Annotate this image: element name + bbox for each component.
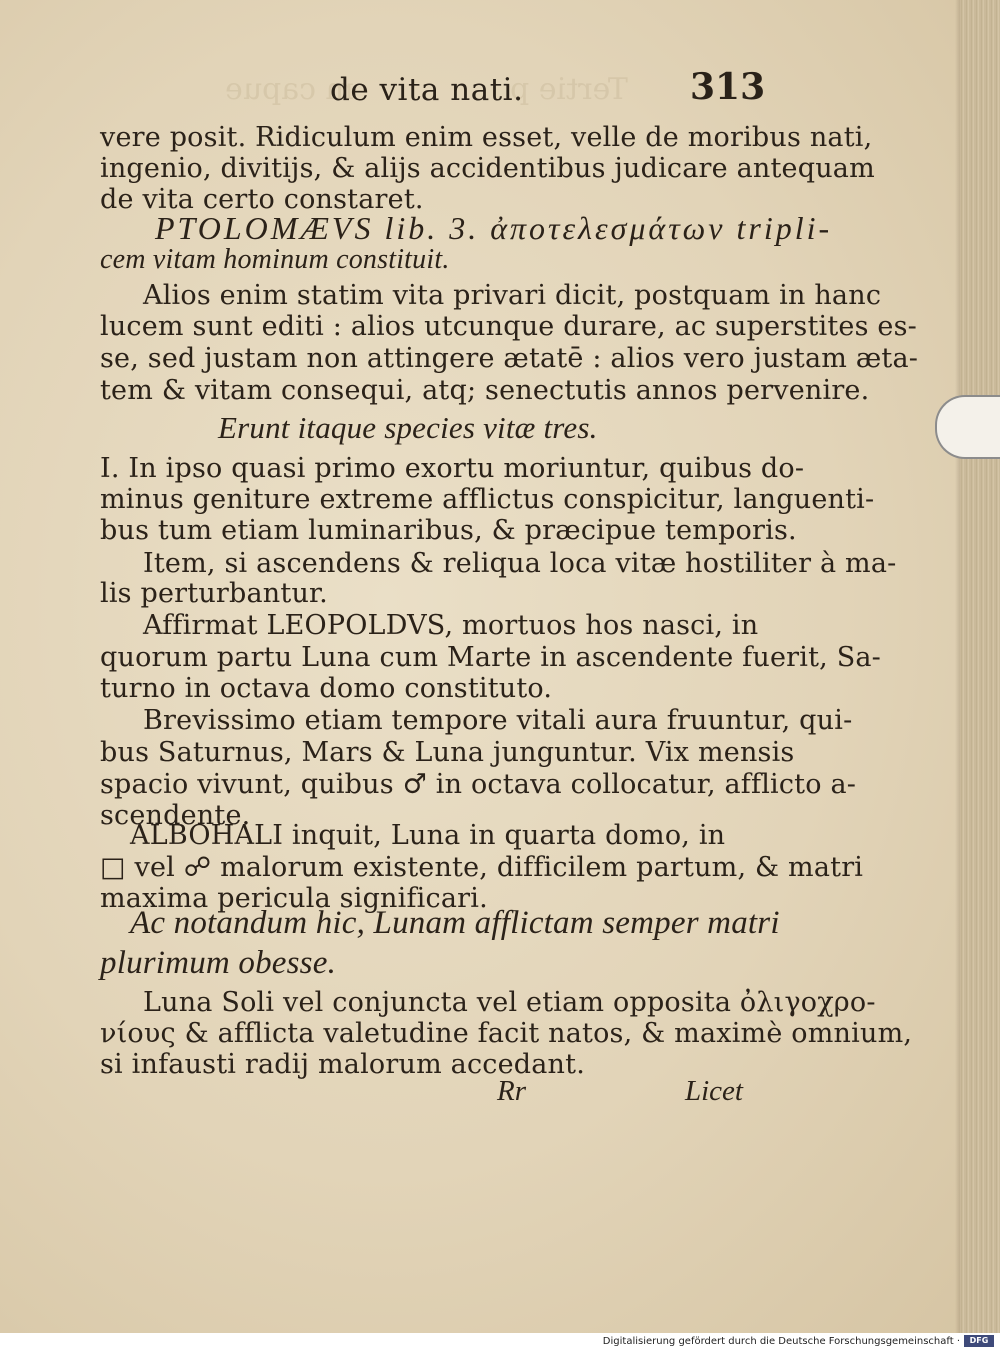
page-stack-edge: [960, 0, 1000, 1333]
bleed-through-text: m capue: [225, 72, 354, 107]
text-line: bus tum etiam luminaribus, & præcipue temporis.: [100, 515, 797, 546]
text-line: Affirmat LEOPOLDVS, mortuos hos nasci, in: [143, 610, 759, 641]
text-line: Alios enim statim vita privari dicit, postquam in hanc: [143, 280, 882, 311]
text-line: Luna Soli vel conjuncta vel etiam opposita ὀλιγοχρο-: [143, 987, 876, 1018]
bleed-through-text: Tertie p: [510, 72, 628, 107]
page-clip-tab: [935, 395, 1000, 459]
catchword: Licet: [685, 1075, 743, 1107]
text-line: se, sed justam non attingere ætatē : alios vero justam æta-: [100, 343, 919, 374]
text-line: scendente.: [100, 800, 251, 831]
running-head: de vita nati.: [330, 72, 524, 108]
section-heading: PTOLOMÆVS lib. 3. ἀποτελεσμάτων tripli-: [155, 210, 833, 246]
text-line: vere posit. Ridiculum enim esset, velle de moribus nati,: [100, 122, 873, 153]
text-line: lis perturbantur.: [100, 578, 328, 609]
text-line: Brevissimo etiam tempore vitali aura fruuntur, qui-: [143, 705, 853, 736]
text-line: ALBOHALI inquit, Luna in quarta domo, in: [130, 820, 726, 851]
text-line: Item, si ascendens & reliqua loca vitæ hostiliter à ma-: [143, 548, 897, 579]
text-line: bus Saturnus, Mars & Luna junguntur. Vix mensis: [100, 737, 795, 768]
text-line: tem & vitam consequi, atq; senectutis annos pervenire.: [100, 375, 870, 406]
text-line: I. In ipso quasi primo exortu moriuntur, quibus do-: [100, 453, 805, 484]
text-line: cem vitam hominum constituit.: [100, 244, 450, 275]
text-line: spacio vivunt, quibus ♂ in octava collocatur, afflicto a-: [100, 769, 857, 800]
text-line: νίους & afflicta valetudine facit natos, & maximè omnium,: [100, 1018, 913, 1049]
signature-mark: Rr: [497, 1075, 526, 1107]
text-line: de vita certo constaret.: [100, 184, 424, 215]
text-line: minus geniture extreme afflictus conspicitur, languenti-: [100, 484, 875, 515]
dfg-logo: DFG: [964, 1335, 994, 1347]
text-line: □ vel ☍ malorum existente, difficilem partum, & matri: [100, 852, 864, 883]
section-heading: Erunt itaque species vitæ tres.: [218, 410, 598, 445]
page-number: 313: [690, 66, 766, 108]
text-line: ingenio, divitijs, & alijs accidentibus judicare antequam: [100, 153, 875, 184]
text-line: si infausti radij malorum accedant.: [100, 1049, 585, 1080]
text-line: maxima pericula significari.: [100, 883, 488, 914]
text-line: Ac notandum hic, Lunam afflictam semper matri: [130, 905, 780, 941]
text-line: turno in octava domo constituto.: [100, 673, 553, 704]
funding-credit: Digitalisierung gefördert durch die Deutsche Forschungsgemeinschaft ·: [602, 1336, 960, 1347]
text-line: plurimum obesse.: [100, 945, 337, 981]
text-line: lucem sunt editi : alios utcunque durare, ac superstites es-: [100, 311, 917, 342]
text-line: quorum partu Luna cum Marte in ascendente fuerit, Sa-: [100, 642, 882, 673]
